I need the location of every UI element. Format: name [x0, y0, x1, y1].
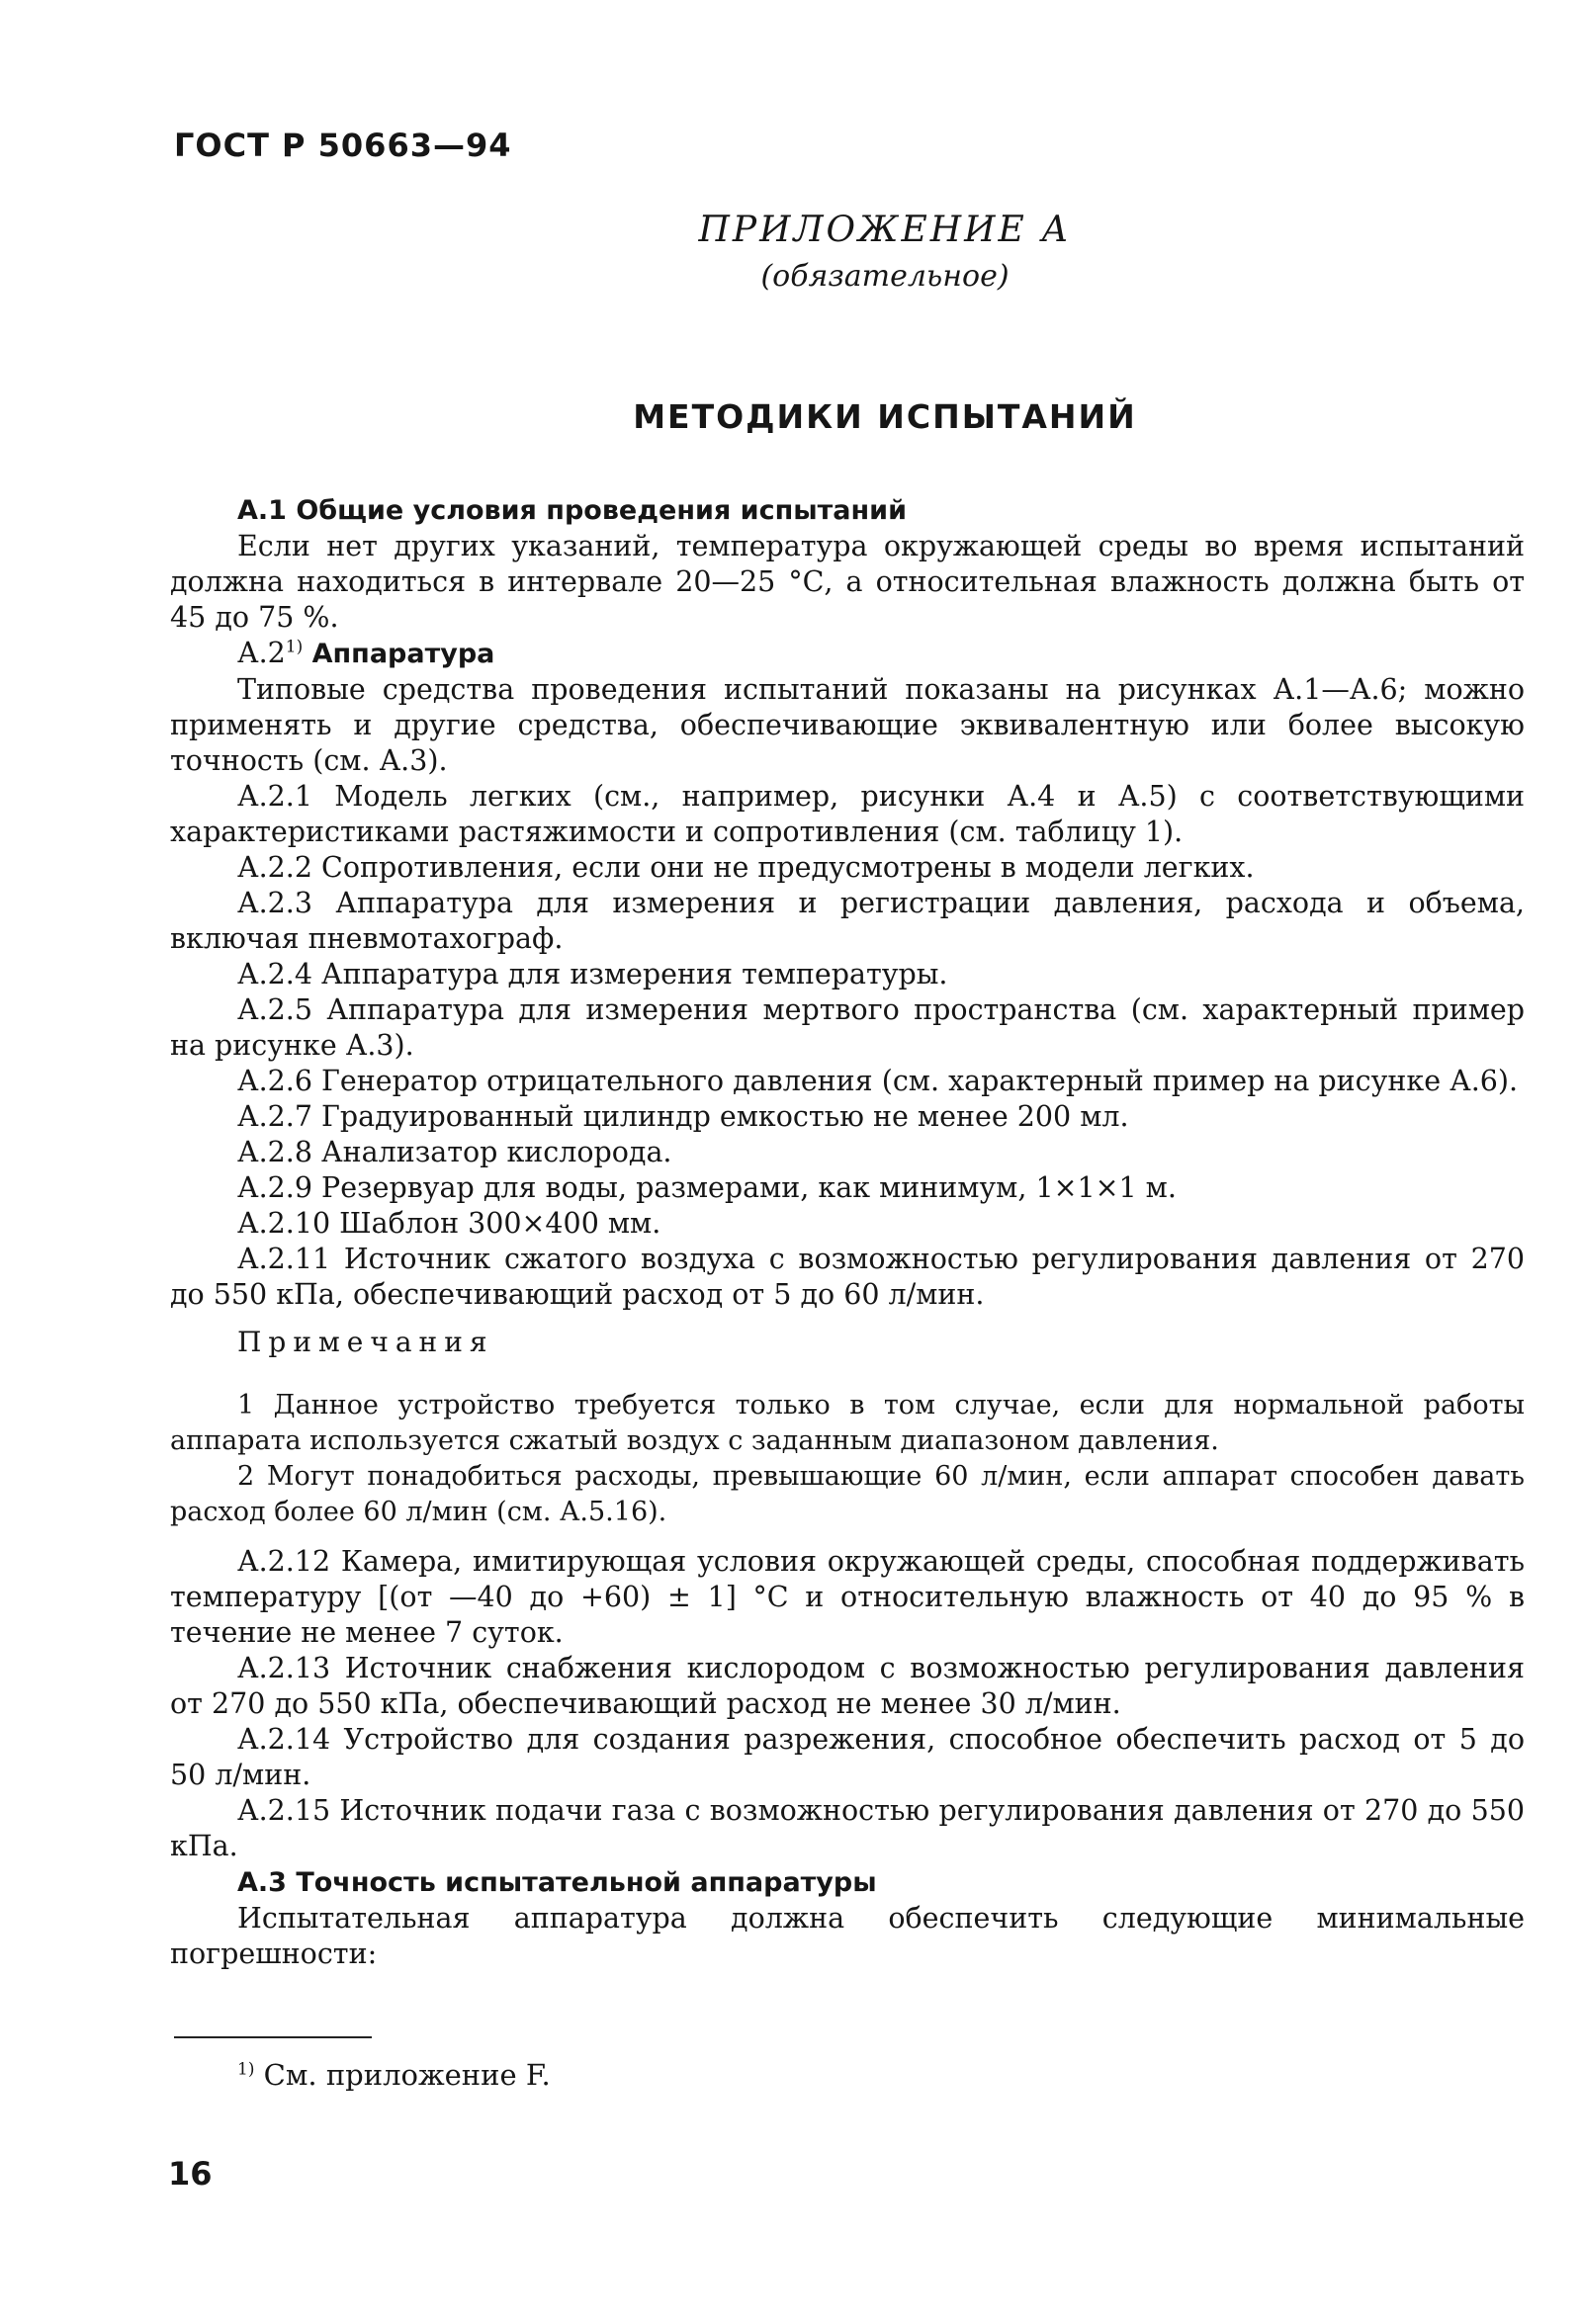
a2-12: А.2.12 Камера, имитирующая условия окружающей среды, способная поддерживать температуру [(от —40 до +60) ± 1] °С и относительную влажность от 40 до 95 % в течение не менее 7 суток.: [170, 1545, 1525, 1649]
standard-code: ГОСТ Р 50663—94: [174, 127, 512, 164]
a2-title: Аппаратура: [303, 639, 495, 669]
a2-heading: [170, 636, 1525, 672]
note-2: 2 Могут понадобиться расходы, превышающие 60 л/мин, если аппарат способен давать расход более 60 л/мин (см. А.5.16).: [170, 1461, 1525, 1527]
a2-footnote-ref: 1): [285, 637, 304, 657]
a3-heading-text: А.3 Точность испытательной аппаратуры: [237, 1867, 877, 1898]
document-body: [170, 492, 1525, 1972]
a2-5: А.2.5 Аппаратура для измерения мертвого пространства (см. характерный пример на рисунке А.3).: [170, 993, 1525, 1062]
notes-title: Примечания: [237, 1326, 494, 1358]
a2-10: А.2.10 Шаблон 300×400 мм.: [237, 1207, 661, 1240]
page-number: 16: [168, 2155, 213, 2193]
a2-14: А.2.14 Устройство для создания разрежения, способное обеспечить расход от 5 до 50 л/мин.: [170, 1723, 1525, 1791]
a2-4: А.2.4 Аппаратура для измерения температуры.: [237, 958, 948, 990]
a2-6: А.2.6 Генератор отрицательного давления (см. характерный пример на рисунке А.6).: [237, 1065, 1519, 1097]
note-1: 1 Данное устройство требуется только в том случае, если для нормальной работы аппарата используется сжатый воздух с заданным диапазоном давления.: [170, 1390, 1525, 1456]
footnote-marker: 1): [237, 2059, 255, 2080]
a2-13: А.2.13 Источник снабжения кислородом с возможностью регулирования давления от 270 до 550 кПа, обеспечивающий расход не менее 30 л/мин.: [170, 1652, 1525, 1720]
a3-heading: [170, 1864, 1525, 1901]
appendix-status: (обязательное): [760, 259, 1010, 294]
a2-3: А.2.3 Аппаратура для измерения и регистрации давления, расхода и объема, включая пневмотахограф.: [170, 887, 1525, 955]
a2-7: А.2.7 Градуированный цилиндр емкостью не менее 200 мл.: [237, 1100, 1129, 1133]
a2-8: А.2.8 Анализатор кислорода.: [237, 1136, 672, 1168]
footnote-rule: [174, 2036, 372, 2038]
a2-11: А.2.11 Источник сжатого воздуха с возможностью регулирования давления от 270 до 550 кПа, обеспечивающий расход от 5 до 60 л/мин.: [170, 1243, 1525, 1311]
a1-heading: [170, 492, 1525, 529]
a3-paragraph: Испытательная аппаратура должна обеспечить следующие минимальные погрешности:: [170, 1902, 1525, 1970]
a2-label: А.2: [237, 637, 286, 669]
footnote-text: См. приложение F.: [254, 2058, 551, 2092]
a2-9: А.2.9 Резервуар для воды, размерами, как минимум, 1×1×1 м.: [237, 1171, 1177, 1204]
a2-paragraph: Типовые средства проведения испытаний показаны на рисунках А.1—А.6; можно применять и другие средства, обеспечивающие эквивалентную или более высокую точность (см. А.3).: [170, 673, 1525, 777]
section-title: МЕТОДИКИ ИСПЫТАНИЙ: [633, 397, 1137, 436]
a2-1: А.2.1 Модель легких (см., например, рисунки А.4 и А.5) с соответствующими характеристиками растяжимости и сопротивления (см. таблицу 1).: [170, 780, 1525, 848]
a1-paragraph: Если нет других указаний, температура окружающей среды во время испытаний должна находиться в интервале 20—25 °С, а относительная влажность должна быть от 45 до 75 %.: [170, 530, 1525, 634]
a1-heading-text: А.1 Общие условия проведения испытаний: [237, 495, 908, 526]
a2-15: А.2.15 Источник подачи газа с возможностью регулирования давления от 270 до 550 кПа.: [170, 1794, 1525, 1862]
footnote: [237, 2058, 551, 2092]
a2-2: А.2.2 Сопротивления, если они не предусмотрены в модели легких.: [237, 851, 1255, 884]
appendix-title: ПРИЛОЖЕНИЕ А: [698, 210, 1072, 250]
